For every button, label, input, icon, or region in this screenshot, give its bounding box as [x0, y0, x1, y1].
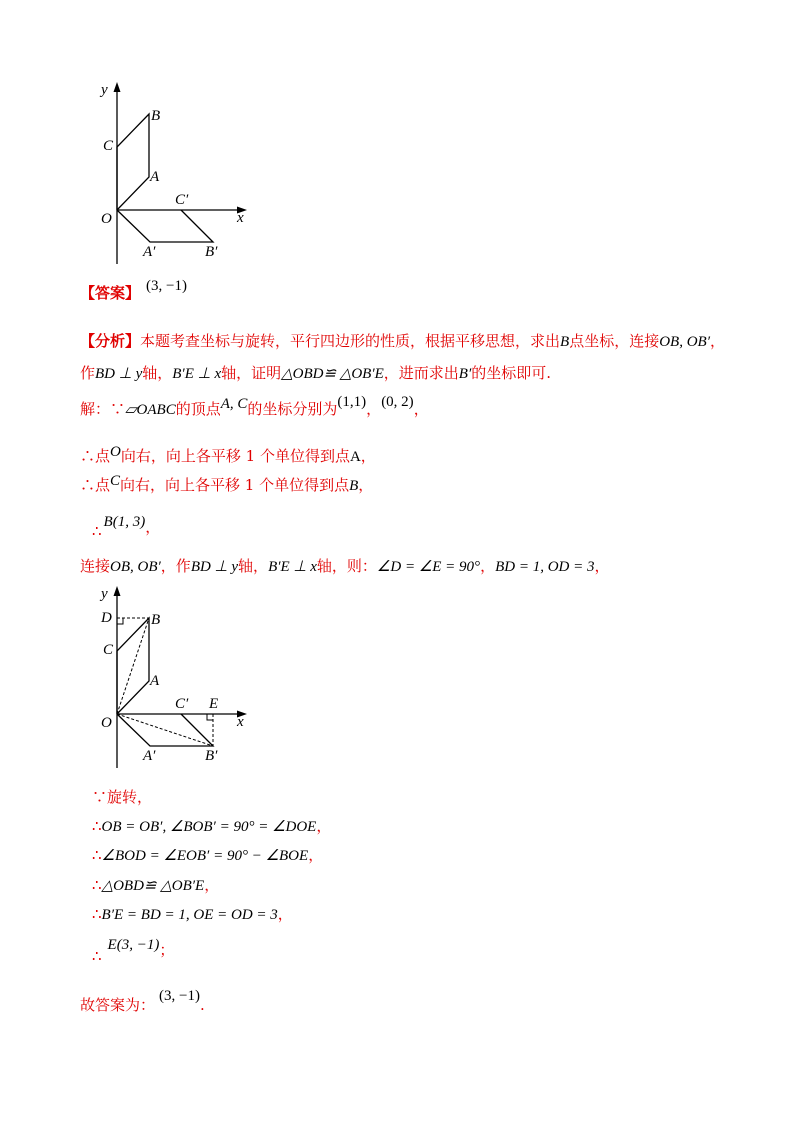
reason-line-2 — [92, 815, 331, 836]
figure-rotation-auxiliary — [95, 582, 260, 772]
sol-math: (1,1) — [337, 394, 367, 410]
analysis-point-b: B — [560, 334, 570, 350]
analysis-congruence: △OBD≌ △OB′E — [281, 366, 384, 382]
answer-value: (3, −1) — [146, 278, 187, 294]
sol-math: ▱OABC — [125, 402, 176, 418]
fig2-label-B-prime: B′ — [205, 748, 218, 764]
fig2-label-C: C — [103, 642, 114, 658]
sol-text: ， — [413, 400, 429, 418]
fig2-label-y: y — [101, 586, 108, 602]
sol-math: (0, 2) — [381, 394, 414, 410]
reason-line-4 — [92, 874, 219, 895]
fig2-label-D: D — [101, 610, 112, 626]
sol-text: 解：∵ — [80, 400, 126, 418]
fig2-label-x: x — [237, 714, 244, 730]
sol-math: OB = OB′, ∠BOB′ = 90° = ∠DOE — [101, 819, 317, 835]
sol-text: ∴ — [92, 947, 102, 965]
solution-line-4 — [92, 510, 161, 540]
sol-text: ∵旋转， — [92, 788, 153, 806]
analysis-line-1 — [80, 330, 725, 351]
sol-math: B′E ⊥ x — [268, 559, 317, 575]
sol-math: C — [110, 473, 121, 489]
sol-text: ， — [360, 447, 376, 465]
fig1-label-B-prime: B′ — [205, 244, 218, 260]
sol-math: B — [349, 478, 359, 494]
analysis-segments: OB, OB′ — [659, 334, 710, 350]
sol-math: BD = 1, OD = 3 — [495, 559, 595, 575]
reason-line-1 — [92, 786, 152, 807]
analysis-text: 作 — [80, 364, 96, 382]
sol-text: ， — [480, 557, 496, 575]
analysis-text: ，进而求出 — [383, 364, 459, 382]
sol-math: A — [349, 449, 361, 465]
reason-line-6 — [92, 933, 175, 965]
fig2-label-E: E — [209, 696, 219, 712]
final-value: (3, −1) — [159, 988, 200, 1004]
fig1-label-B: B — [151, 108, 161, 124]
sol-text: ，作 — [160, 557, 191, 575]
sol-text: ∴ — [92, 846, 102, 864]
sol-text: ， — [594, 557, 610, 575]
fig1-label-y: y — [101, 82, 108, 98]
sol-math: E(3, −1) — [107, 937, 160, 953]
sol-text: ∴ — [92, 817, 102, 835]
analysis-text: 轴， — [142, 364, 173, 382]
sol-text: 轴， — [238, 557, 269, 575]
analysis-punct: ， — [710, 332, 726, 350]
solution-line-2 — [80, 445, 376, 466]
analysis-text: 点坐标，连接 — [569, 332, 660, 350]
sol-text: ， — [277, 905, 293, 923]
fig1-label-x: x — [237, 210, 244, 226]
figure-rotation-original — [95, 78, 260, 268]
fig2-label-O: O — [101, 715, 112, 731]
sol-text: ， — [308, 846, 324, 864]
analysis-text: 的坐标即可. — [471, 364, 552, 382]
solution-line-3 — [80, 474, 373, 495]
analysis-math: B′ — [458, 366, 472, 382]
sol-text: 向右，向上各平移 1 个单位得到点 — [120, 476, 350, 494]
sol-text: ∴点 — [80, 476, 111, 494]
analysis-math: BD ⊥ y — [95, 366, 143, 382]
sol-text: 轴，则： — [316, 557, 377, 575]
sol-math: △OBD≌ △OB′E — [101, 878, 205, 894]
sol-math: B′E = BD = 1, OE = OD = 3 — [101, 907, 278, 923]
fig2-label-B: B — [151, 612, 161, 628]
sol-math: O — [110, 444, 121, 460]
sol-text: ∴ — [92, 876, 102, 894]
sol-text: ， — [358, 476, 374, 494]
sol-text: 向右，向上各平移 1 个单位得到点 — [120, 447, 350, 465]
solution-line-1 — [80, 394, 429, 419]
analysis-text: 轴，证明 — [221, 364, 282, 382]
final-label: 故答案为： — [80, 996, 156, 1014]
final-answer-line — [80, 984, 205, 1014]
fig2-label-A-prime: A′ — [143, 748, 156, 764]
answer-tag: 【答案】 — [80, 284, 141, 302]
sol-text: ； — [159, 941, 175, 959]
fig1-label-C: C — [103, 138, 114, 154]
sol-text: ∴ — [92, 905, 102, 923]
sol-text: ， — [145, 518, 161, 536]
fig2-label-C-prime: C′ — [175, 696, 189, 712]
fig1-label-C-prime: C′ — [175, 192, 189, 208]
sol-text: ， — [316, 817, 332, 835]
reason-line-5 — [92, 903, 293, 924]
sol-text: ， — [366, 400, 382, 418]
fig1-label-A-prime: A′ — [143, 244, 156, 260]
reason-line-3 — [92, 844, 323, 865]
sol-text: ∴ — [92, 522, 102, 540]
sol-math: OB, OB′ — [110, 559, 161, 575]
sol-text: ， — [204, 876, 220, 894]
analysis-math: B′E ⊥ x — [172, 366, 222, 382]
sol-text: 连接 — [80, 557, 111, 575]
sol-text: ∴点 — [80, 447, 111, 465]
solution-line-5 — [80, 555, 610, 576]
sol-math: BD ⊥ y — [190, 559, 239, 575]
fig1-label-O: O — [101, 211, 112, 227]
sol-math: B(1, 3) — [103, 514, 146, 530]
final-punct: . — [199, 996, 205, 1014]
analysis-line-2 — [80, 362, 551, 383]
sol-text: 的顶点 — [175, 400, 221, 418]
fig2-label-A: A — [150, 673, 160, 689]
sol-math: ∠BOD = ∠EOB′ = 90° − ∠BOE — [101, 848, 309, 864]
analysis-tag: 【分析】 — [80, 332, 141, 350]
analysis-text: 本题考查坐标与旋转，平行四边形的性质，根据平移思想，求出 — [140, 332, 561, 350]
fig1-label-A: A — [150, 169, 160, 185]
sol-text: 的坐标分别为 — [247, 400, 338, 418]
sol-math: ∠D = ∠E = 90° — [376, 559, 481, 575]
sol-math: A, C — [220, 396, 248, 412]
